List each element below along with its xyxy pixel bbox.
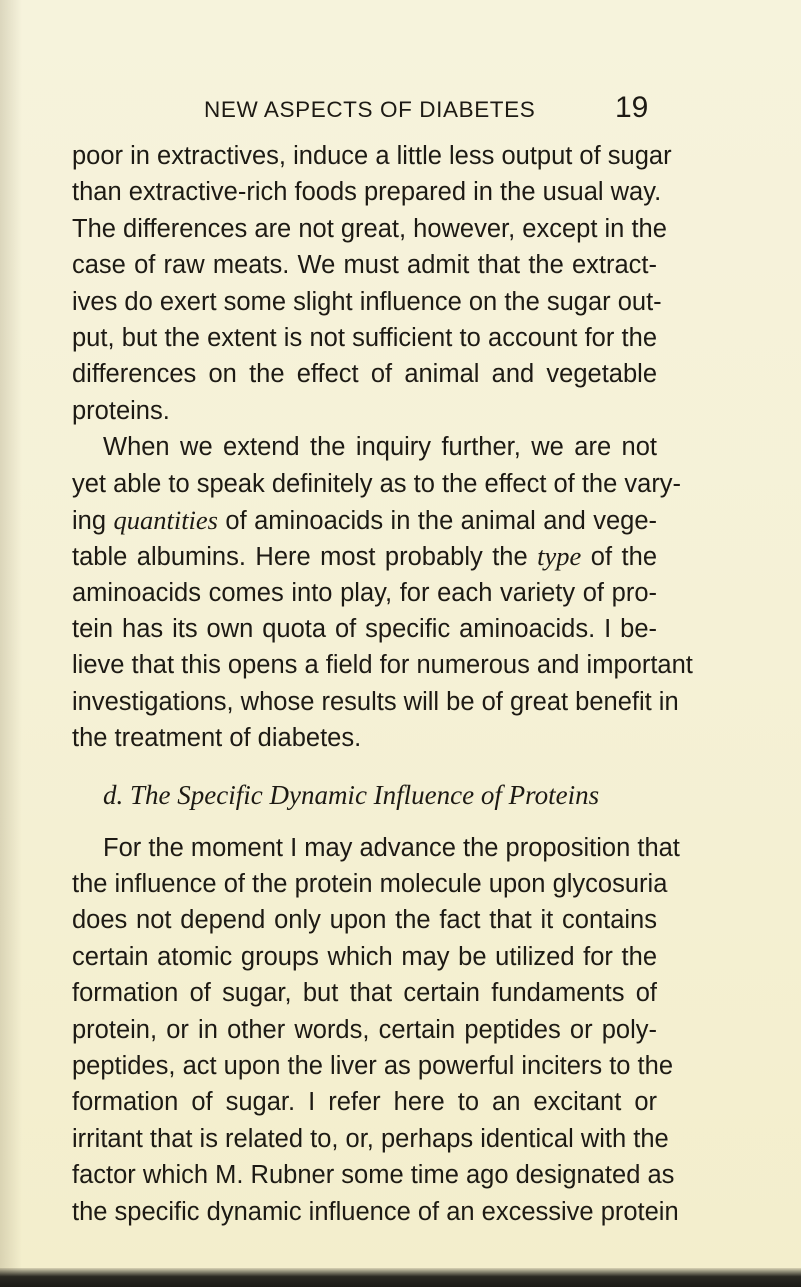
paragraph-aminoacids xyxy=(72,429,693,757)
text-line: lieve that this opens a field for numerous and important xyxy=(72,651,693,680)
paragraph-specific-dynamic xyxy=(72,830,680,1230)
text-line: protein, or in other words, certain peptides or poly- xyxy=(72,1015,657,1044)
text-line xyxy=(72,538,657,574)
text-line: formation of sugar, but that certain fundaments of xyxy=(72,979,657,1008)
section-spacer xyxy=(72,757,657,777)
text-line: the treatment of diabetes. xyxy=(72,724,362,753)
text-span: table albumins. Here most probably the xyxy=(72,543,538,572)
emphasis-quantities: quantities xyxy=(113,504,218,535)
text-line: proteins. xyxy=(72,396,170,425)
text-line: investigations, whose results will be of great benefit in xyxy=(72,687,679,716)
text-line: put, but the extent is not sufficient to account for the xyxy=(72,323,657,352)
text-line: tein has its own quota of specific aminoacids. I be- xyxy=(72,615,657,644)
page-body xyxy=(72,138,693,1230)
text-line: than extractive-rich foods prepared in the usual way. xyxy=(72,178,662,207)
text-line: factor which M. Rubner some time ago designated as xyxy=(72,1161,675,1190)
text-line: peptides, act upon the liver as powerful inciters to the xyxy=(72,1051,674,1080)
text-line: formation of sugar. I refer here to an excitant or xyxy=(72,1088,657,1117)
text-line: aminoacids comes into play, for each variety of pro- xyxy=(72,578,657,607)
text-span: ing xyxy=(72,506,114,535)
text-line: certain atomic groups which may be utilized for the xyxy=(72,942,657,971)
text-line: the influence of the protein molecule upon glycosuria xyxy=(72,870,668,899)
text-line: For the moment I may advance the proposition that xyxy=(103,833,680,862)
page-header xyxy=(0,88,801,128)
text-line: differences on the effect of animal and vegetable xyxy=(72,360,657,389)
text-line: case of raw meats. We must admit that the extract- xyxy=(72,251,657,280)
text-span: of aminoacids in the animal and vege- xyxy=(218,506,657,535)
text-line: irritant that is related to, or, perhaps identical with the xyxy=(72,1124,669,1153)
section-heading: d. The Specific Dynamic Influence of Proteins xyxy=(103,779,600,810)
text-line: yet able to speak definitely as to the effect of the vary- xyxy=(72,469,682,498)
emphasis-type: type xyxy=(537,541,582,572)
text-line: The differences are not great, however, except in the xyxy=(72,214,667,243)
paragraph-extractives xyxy=(72,138,672,429)
text-line: does not depend only upon the fact that it contains xyxy=(72,906,657,935)
running-head: NEW ASPECTS OF DIABETES xyxy=(204,97,536,122)
text-line: When we extend the inquiry further, we are not xyxy=(103,433,657,462)
text-span: of the xyxy=(581,543,658,572)
text-line: poor in extractives, induce a little less output of sugar xyxy=(72,142,672,170)
text-line: the specific dynamic influence of an excessive protein xyxy=(72,1197,679,1226)
binding-gutter-shadow xyxy=(0,0,22,1287)
text-line xyxy=(72,502,657,538)
text-line: ives do exert some slight influence on the sugar out- xyxy=(72,287,662,316)
section-spacer xyxy=(72,813,657,830)
page-bottom-edge xyxy=(0,1268,801,1287)
page-number: 19 xyxy=(615,91,649,124)
